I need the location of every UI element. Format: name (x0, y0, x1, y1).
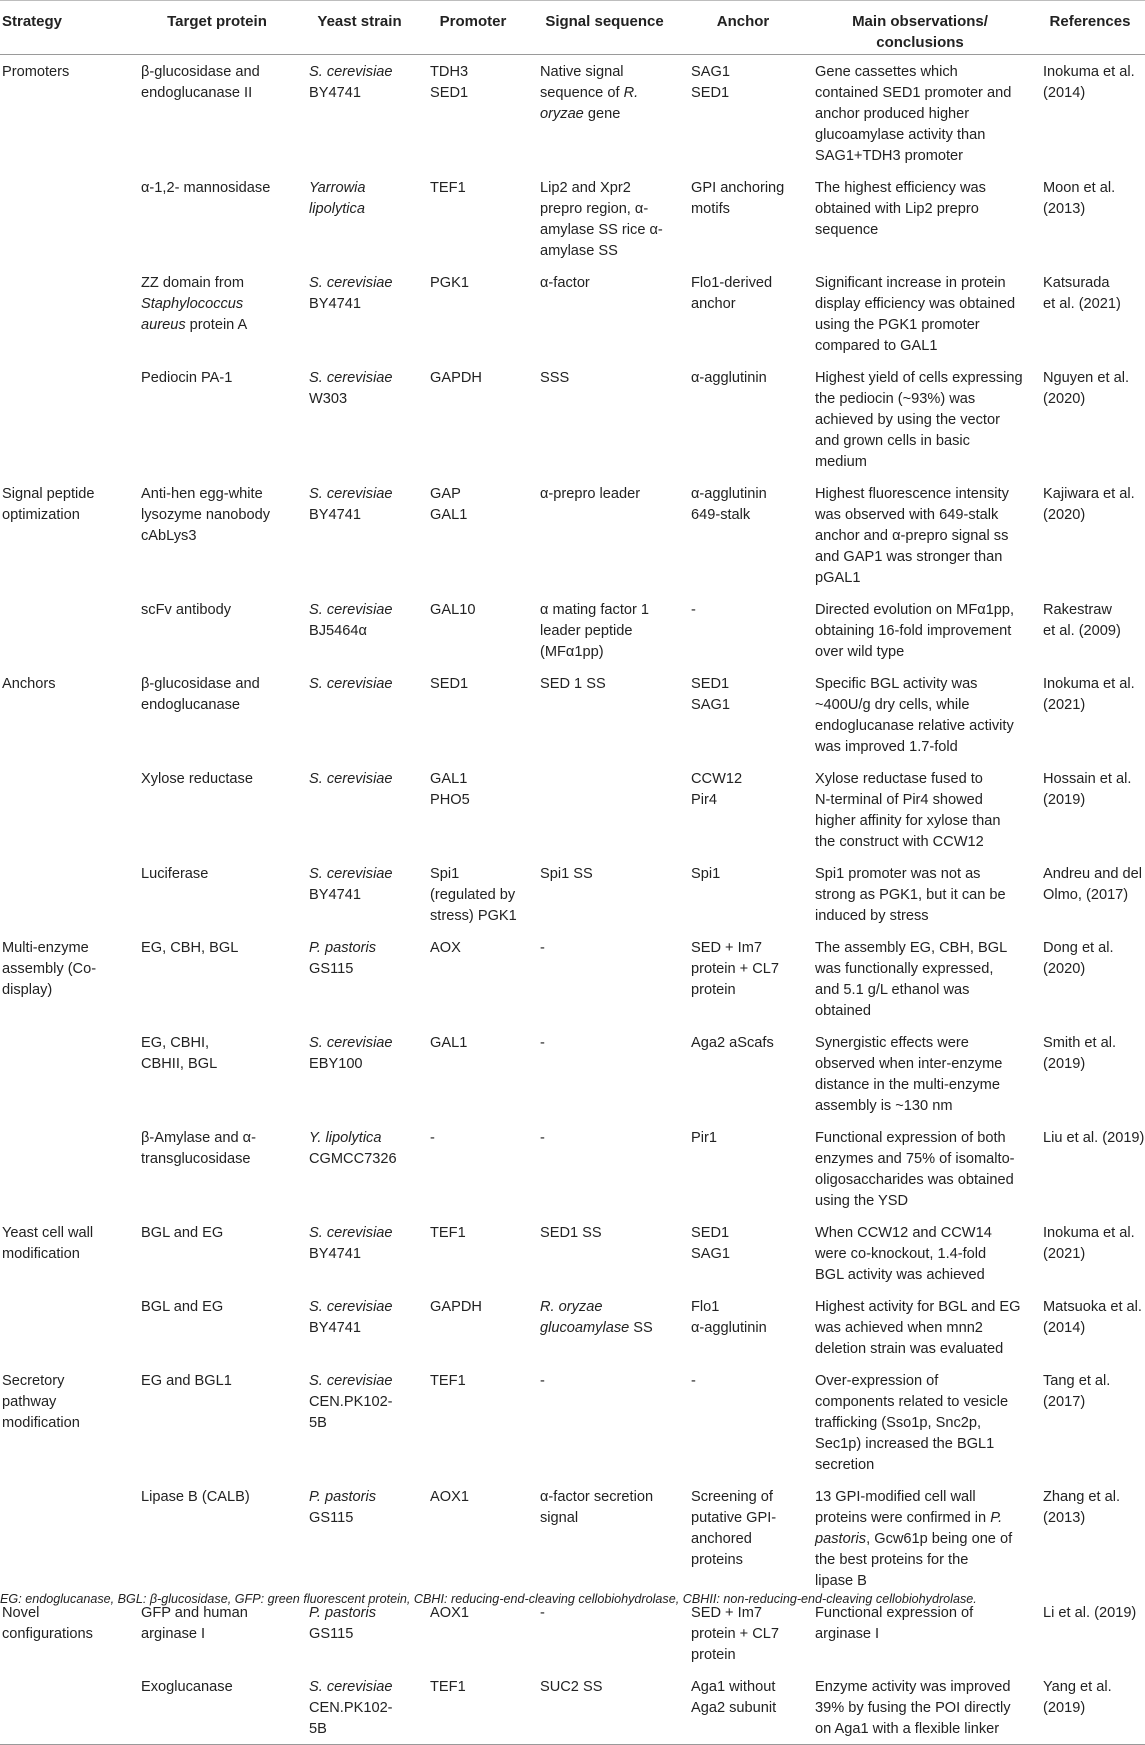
promoter-cell: PGK1 (430, 275, 469, 291)
promoter-cell: GAL1 (430, 1035, 468, 1051)
yeast-strain-cell: S. cerevisiae CEN.PK102- 5B (309, 1373, 393, 1431)
anchor-cell: Screening of putative GPI- anchored proteins (691, 1489, 777, 1568)
signal-sequence-cell: - (540, 1605, 545, 1621)
target-protein-cell: β-Amylase and α- transglucosidase (141, 1130, 256, 1167)
target-protein-cell: EG, CBH, BGL (141, 940, 239, 956)
signal-sequence-cell: α-factor secretion signal (540, 1489, 654, 1526)
strategy-cell: Multi-enzyme assembly (Co- display) (2, 940, 97, 998)
strategy-cell (0, 762, 133, 857)
observations-cell: 13 GPI-modified cell wall proteins were confirmed in P. pastoris, Gcw61p being one of the best proteins for the lipase B (815, 1489, 1013, 1589)
strategy-cell: Novel configurations (2, 1605, 93, 1642)
signal-sequence-cell: α-factor (540, 275, 590, 291)
table-row (0, 1216, 1145, 1290)
signal-sequence-cell: SED 1 SS (540, 676, 606, 692)
header-references: References (1035, 1, 1145, 55)
target-protein-cell: Xylose reductase (141, 771, 253, 787)
yeast-strain-cell: Y. lipolytica CGMCC7326 (309, 1130, 397, 1167)
anchor-cell: Aga1 without Aga2 subunit (681, 1670, 805, 1745)
reference-cell: Hossain et al. (2019) (1043, 771, 1132, 808)
reference-cell: Katsurada et al. (2021) (1043, 275, 1121, 312)
signal-sequence-cell: Lip2 and Xpr2 prepro region, α- amylase SS rice α- amylase SS (540, 180, 663, 259)
table-row (0, 1290, 1145, 1364)
anchor-cell: Spi1 (691, 866, 721, 882)
strategy-cell (0, 857, 133, 931)
signal-sequence-cell: - (540, 940, 545, 956)
table-row (0, 1480, 1145, 1596)
reference-cell: Inokuma et al. (2021) (1043, 676, 1135, 713)
table-row (0, 171, 1145, 266)
strategy-cell (0, 1290, 133, 1364)
target-protein-cell: BGL and EG (141, 1225, 224, 1241)
promoter-cell: GAPDH (430, 370, 482, 386)
table-row (0, 1596, 1145, 1670)
signal-sequence-cell: SED1 SS (540, 1225, 602, 1241)
reference-cell: Andreu and del Olmo, (2017) (1043, 866, 1142, 903)
signal-sequence-cell: - (540, 1373, 545, 1389)
reference-cell: Nguyen et al. (2020) (1043, 370, 1129, 407)
target-protein-cell: GFP and human arginase I (141, 1605, 248, 1642)
anchor-cell: GPI anchoring motifs (691, 180, 785, 217)
header-main-observations: Main observations/ conclusions (805, 1, 1035, 55)
observations-cell: Highest activity for BGL and EG was achieved when mnn2 deletion strain was evaluated (815, 1299, 1021, 1357)
table-footnote: EG: endoglucanase, BGL: β-glucosidase, GFP: green fluorescent protein, CBHI: reducing-end-cleaving cellobiohydrolase, CBHII: non-reducing-end-cleaving cellobiohydrolase. (0, 1592, 977, 1606)
signal-sequence-cell: - (540, 1130, 545, 1146)
reference-cell: Matsuoka et al. (2014) (1043, 1299, 1142, 1336)
observations-cell: Gene cassettes which contained SED1 promoter and anchor produced higher glucoamylase activity than SAG1+TDH3 promoter (815, 64, 1012, 164)
table-row (0, 857, 1145, 931)
promoter-cell: AOX (430, 940, 461, 956)
strategy-cell (0, 1670, 133, 1745)
table-body (0, 55, 1145, 1745)
table-row (0, 1364, 1145, 1480)
table-row (0, 477, 1145, 593)
observations-cell: Directed evolution on MFα1pp, obtaining 16-fold improvement over wild type (815, 602, 1015, 660)
anchor-cell: - (691, 602, 696, 618)
target-protein-cell: EG and BGL1 (141, 1373, 232, 1389)
signal-sequence-cell: α-prepro leader (540, 486, 641, 502)
reference-cell: Kajiwara et al. (2020) (1043, 486, 1135, 523)
signal-sequence-cell: α mating factor 1 leader peptide (MFα1pp) (540, 602, 650, 660)
yeast-strain-cell: P. pastoris GS115 (309, 1489, 377, 1526)
reference-cell: Li et al. (2019) (1043, 1605, 1137, 1621)
promoter-cell: AOX1 (430, 1489, 469, 1505)
observations-cell: Over-expression of components related to vesicle trafficking (Sso1p, Snc2p, Sec1p) increased the BGL1 secretion (815, 1373, 1009, 1473)
observations-cell: Enzyme activity was improved 39% by fusing the POI directly on Aga1 with a flexible linker (805, 1670, 1035, 1745)
target-protein-cell: Lipase B (CALB) (141, 1489, 250, 1505)
target-protein-cell: β-glucosidase and endoglucanase II (141, 64, 260, 101)
strategy-cell (0, 171, 133, 266)
reference-cell: Tang et al. (2017) (1043, 1373, 1111, 1410)
observations-cell: The assembly EG, CBH, BGL was functionally expressed, and 5.1 g/L ethanol was obtained (815, 940, 1008, 1019)
table-row (0, 593, 1145, 667)
yeast-strain-cell: S. cerevisiae BY4741 (309, 1225, 393, 1262)
observations-cell: Significant increase in protein display efficiency was obtained using the PGK1 promoter compared to GAL1 (815, 275, 1016, 354)
promoter-cell: TEF1 (430, 180, 466, 196)
promoter-cell: TEF1 (430, 1225, 466, 1241)
target-protein-cell: BGL and EG (141, 1299, 224, 1315)
table-row (0, 1121, 1145, 1216)
yeast-strain-cell: S. cerevisiae BY4741 (309, 486, 393, 523)
anchor-cell: CCW12 Pir4 (691, 771, 743, 808)
table-row (0, 931, 1145, 1026)
yeast-strain-cell: S. cerevisiae W303 (309, 370, 393, 407)
reference-cell: Zhang et al. (2013) (1043, 1489, 1121, 1526)
target-protein-cell: Pediocin PA-1 (141, 370, 233, 386)
strategy-cell (0, 1121, 133, 1216)
anchor-cell: SED1 SAG1 (691, 676, 730, 713)
reference-cell: Dong et al. (2020) (1043, 940, 1114, 977)
reference-cell: Yang et al. (2019) (1035, 1670, 1145, 1745)
header-row (0, 1, 1145, 55)
yeast-strain-cell: S. cerevisiae EBY100 (309, 1035, 393, 1072)
anchor-cell: SED + Im7 protein + CL7 protein (691, 1605, 780, 1663)
anchor-cell: - (691, 1373, 696, 1389)
yeast-strain-cell: P. pastoris GS115 (309, 940, 377, 977)
promoter-cell: SED1 (430, 676, 469, 692)
signal-sequence-cell: R. oryzae glucoamylase SS (540, 1299, 653, 1336)
anchor-cell: α-agglutinin (691, 370, 767, 386)
target-protein-cell: Anti-hen egg-white lysozyme nanobody cAbLys3 (141, 486, 270, 544)
table-row (0, 361, 1145, 477)
yeast-strain-cell: S. cerevisiae (309, 676, 393, 692)
promoter-cell: TEF1 (430, 1373, 466, 1389)
table-row (0, 762, 1145, 857)
promoter-cell: AOX1 (430, 1605, 469, 1621)
yeast-strain-cell: S. cerevisiae BY4741 (309, 866, 393, 903)
observations-cell: Functional expression of arginase I (815, 1605, 974, 1642)
reference-cell: Inokuma et al. (2021) (1043, 1225, 1135, 1262)
strategy-cell (0, 1026, 133, 1121)
anchor-cell: Aga2 aScafs (691, 1035, 774, 1051)
observations-cell: Xylose reductase fused to N-terminal of Pir4 showed higher affinity for xylose than the construct with CCW12 (815, 771, 1001, 850)
promoter-cell: TEF1 (418, 1670, 528, 1745)
signal-sequence-cell: - (540, 1035, 545, 1051)
strategy-cell: Secretory pathway modification (2, 1373, 80, 1431)
header-strategy: Strategy (0, 1, 133, 55)
signal-sequence-cell: Spi1 SS (540, 866, 593, 882)
strategy-cell: Yeast cell wall modification (2, 1225, 94, 1262)
target-protein-cell: Exoglucanase (133, 1670, 301, 1745)
promoter-cell: TDH3 SED1 (430, 64, 469, 101)
strategy-cell (0, 1480, 133, 1596)
anchor-cell: SED + Im7 protein + CL7 protein (691, 940, 780, 998)
signal-sequence-cell: SSS (540, 370, 570, 386)
strategy-cell (0, 266, 133, 361)
observations-cell: Functional expression of both enzymes and 75% of isomalto- oligosaccharides was obtained using the YSD (815, 1130, 1015, 1209)
reference-cell: Liu et al. (2019) (1043, 1130, 1145, 1146)
promoter-cell: GAL10 (430, 602, 476, 618)
header-signal-sequence: Signal sequence (528, 1, 681, 55)
yeast-strain-cell: S. cerevisiae (309, 771, 393, 787)
reference-cell: Rakestraw et al. (2009) (1043, 602, 1121, 639)
table-row (0, 667, 1145, 762)
header-target-protein: Target protein (133, 1, 301, 55)
observations-cell: When CCW12 and CCW14 were co-knockout, 1.4-fold BGL activity was achieved (815, 1225, 992, 1283)
yeast-strain-cell: S. cerevisiae BY4741 (309, 275, 393, 312)
table-row (0, 55, 1145, 172)
yeast-strain-cell: S. cerevisiae CEN.PK102- 5B (301, 1670, 418, 1745)
yeast-strain-cell: S. cerevisiae BY4741 (309, 1299, 393, 1336)
signal-sequence-cell (528, 762, 681, 857)
promoter-cell: GAL1 PHO5 (430, 771, 470, 808)
observations-cell: Highest yield of cells expressing the pediocin (~93%) was achieved by using the vector and grown cells in basic medium (815, 370, 1023, 470)
reference-cell: Moon et al. (2013) (1043, 180, 1116, 217)
target-protein-cell: α-1,2- mannosidase (141, 180, 271, 196)
target-protein-cell: Luciferase (141, 866, 209, 882)
target-protein-cell: EG, CBHI, CBHII, BGL (141, 1035, 218, 1072)
header-yeast-strain: Yeast strain (301, 1, 418, 55)
anchor-cell: Flo1 α-agglutinin (691, 1299, 767, 1336)
anchor-cell: SED1 SAG1 (691, 1225, 730, 1262)
promoter-cell: - (430, 1130, 435, 1146)
header-anchor: Anchor (681, 1, 805, 55)
table-row (0, 266, 1145, 361)
header-promoter: Promoter (418, 1, 528, 55)
anchor-cell: α-agglutinin 649-stalk (691, 486, 767, 523)
target-protein-cell: ZZ domain from Staphylococcus aureus protein A (141, 275, 248, 333)
strategy-cell: Promoters (2, 64, 70, 80)
signal-sequence-cell: SUC2 SS (528, 1670, 681, 1745)
observations-cell: The highest efficiency was obtained with Lip2 prepro sequence (815, 180, 986, 238)
target-protein-cell: β-glucosidase and endoglucanase (141, 676, 260, 713)
signal-sequence-cell: Native signal sequence of R. oryzae gene (540, 64, 639, 122)
yeast-strain-cell: P. pastoris GS115 (309, 1605, 377, 1642)
table-row (0, 1026, 1145, 1121)
reference-cell: Inokuma et al. (2014) (1043, 64, 1135, 101)
reference-cell: Smith et al. (2019) (1043, 1035, 1116, 1072)
yeast-strain-cell: Yarrowia lipolytica (309, 180, 366, 217)
promoter-cell: Spi1 (regulated by stress) PGK1 (430, 866, 517, 924)
promoter-cell: GAPDH (430, 1299, 482, 1315)
yeast-strain-cell: S. cerevisiae BJ5464α (309, 602, 393, 639)
anchor-cell: Pir1 (691, 1130, 717, 1146)
strategy-cell (0, 361, 133, 477)
strategy-cell: Signal peptide optimization (2, 486, 95, 523)
anchor-cell: Flo1-derived anchor (691, 275, 773, 312)
promoter-cell: GAP GAL1 (430, 486, 468, 523)
table-row (0, 1670, 1145, 1745)
observations-cell: Synergistic effects were observed when inter-enzyme distance in the multi-enzyme assembly is ~130 nm (815, 1035, 1003, 1114)
yeast-strain-cell: S. cerevisiae BY4741 (309, 64, 393, 101)
observations-cell: Spi1 promoter was not as strong as PGK1, but it can be induced by stress (815, 866, 1006, 924)
strategy-cell (0, 593, 133, 667)
target-protein-cell: scFv antibody (141, 602, 232, 618)
observations-cell: Highest fluorescence intensity was observed with 649-stalk anchor and α-prepro signal ss and GAP1 was stronger than pGAL1 (815, 486, 1009, 586)
strategy-cell: Anchors (2, 676, 56, 692)
observations-cell: Specific BGL activity was ~400U/g dry cells, while endoglucanase relative activity was improved 1.7-fold (815, 676, 1014, 755)
anchor-cell: SAG1 SED1 (691, 64, 730, 101)
